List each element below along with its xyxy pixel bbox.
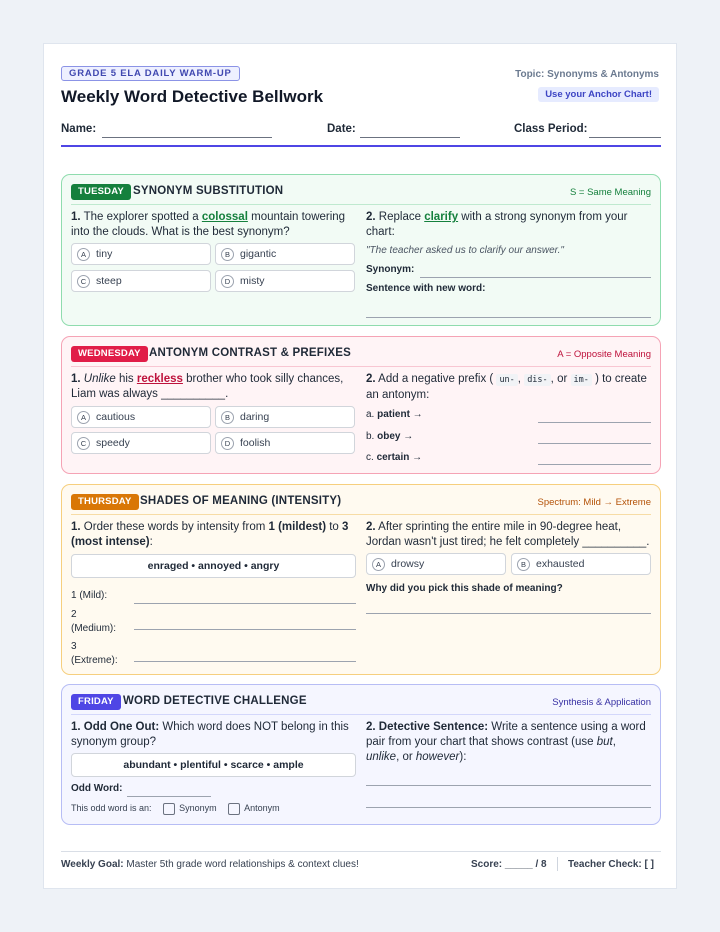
wednesday-section	[61, 336, 661, 474]
wednesday-option-a[interactable]: A cautious	[71, 406, 211, 428]
tuesday-badge: TUESDAY	[71, 184, 131, 200]
worksheet-page	[43, 43, 677, 889]
detective-sentence-line-2[interactable]	[366, 807, 651, 808]
tuesday-divider	[71, 204, 651, 205]
target-word-reckless: reckless	[136, 373, 183, 385]
friday-section	[61, 684, 661, 825]
header-divider	[61, 145, 661, 147]
thursday-option-b[interactable]: B exhausted	[511, 553, 651, 575]
thursday-option-a[interactable]: A drowsy	[366, 553, 506, 575]
synonym-label: Synonym:	[366, 264, 415, 275]
score-field[interactable]: Score: _____ / 8	[471, 859, 547, 870]
intensity-word-bank: enraged • annoyed • angry	[71, 554, 356, 578]
odd-one-out-word-bank: abundant • plentiful • scarce • ample	[71, 753, 356, 777]
wednesday-badge: WEDNESDAY	[71, 346, 148, 362]
tuesday-quote: "The teacher asked us to clarify our answer."	[366, 245, 564, 256]
prefix-answer-b[interactable]	[538, 443, 651, 444]
weekly-goal: Weekly Goal: Master 5th grade word relationships & context clues!	[61, 859, 359, 870]
date-label: Date:	[327, 123, 356, 135]
rank-2-field[interactable]	[134, 629, 356, 630]
rank-3-field[interactable]	[134, 661, 356, 662]
prefix-item-c: c. certain →	[366, 452, 423, 463]
rank-2-label: 2 (Medium):	[71, 609, 117, 634]
tuesday-question-1: 1. The explorer spotted a colossal mountain towering into the clouds. What is the best synonym?	[71, 211, 346, 238]
class-period-label: Class Period:	[514, 123, 588, 135]
tuesday-question-2: 2. Replace clarify with a strong synonym from your chart:	[366, 211, 628, 238]
footer-separator	[557, 857, 558, 871]
tuesday-option-a[interactable]: A tiny	[71, 243, 211, 265]
wednesday-option-d[interactable]: D foolish	[215, 432, 355, 454]
target-word-clarify: clarify	[424, 211, 459, 223]
thursday-divider	[71, 514, 651, 515]
friday-badge: FRIDAY	[71, 694, 121, 710]
tuesday-title: SYNONYM SUBSTITUTION	[133, 185, 284, 197]
wednesday-divider	[71, 366, 651, 367]
rank-3-label: 3 (Extreme):	[71, 641, 118, 666]
name-field[interactable]	[102, 137, 272, 138]
name-label: Name:	[61, 123, 97, 135]
friday-note: Synthesis & Application	[552, 697, 651, 708]
teacher-check[interactable]: Teacher Check: [ ]	[568, 859, 654, 870]
antonym-checkbox[interactable]: Antonym	[228, 803, 280, 813]
friday-divider	[71, 714, 651, 715]
wednesday-option-c[interactable]: C speedy	[71, 432, 211, 454]
thursday-note: Spectrum: Mild → Extreme	[537, 497, 651, 508]
odd-word-type-row: This odd word is an: Synonym Antonym	[71, 803, 280, 813]
thursday-badge: THURSDAY	[71, 494, 139, 510]
wednesday-title: ANTONYM CONTRAST & PREFIXES	[149, 347, 351, 359]
sentence-field[interactable]	[366, 317, 651, 318]
why-shade-field[interactable]	[366, 613, 651, 614]
rank-1-field[interactable]	[134, 603, 356, 604]
rank-1-label: 1 (Mild):	[71, 590, 108, 601]
friday-title: WORD DETECTIVE CHALLENGE	[123, 695, 307, 707]
tuesday-option-b[interactable]: B gigantic	[215, 243, 355, 265]
synonym-field[interactable]	[420, 277, 651, 278]
friday-question-2: 2. Detective Sentence: Write a sentence using a word pair from your chart that shows contrast (use but, unlike, or however):	[366, 721, 646, 763]
class-period-field[interactable]	[589, 137, 661, 138]
topic-label: Topic: Synonyms & Antonyms	[515, 69, 659, 80]
odd-word-label: Odd Word:	[71, 783, 123, 794]
wednesday-question-1: 1. Unlike his reckless brother who took silly chances, Liam was always __________.	[71, 373, 344, 400]
detective-sentence-line-1[interactable]	[366, 785, 651, 786]
prefix-item-a: a. patient →	[366, 409, 423, 420]
anchor-chart-hint: Use your Anchor Chart!	[538, 87, 659, 102]
date-field[interactable]	[360, 137, 460, 138]
footer-divider	[61, 851, 661, 852]
friday-question-1: 1. Odd One Out: Which word does NOT belong in this synonym group?	[71, 721, 349, 748]
prefix-answer-a[interactable]	[538, 422, 651, 423]
tuesday-option-d[interactable]: D misty	[215, 270, 355, 292]
prefix-answer-c[interactable]	[538, 464, 651, 465]
odd-word-field[interactable]	[127, 796, 211, 797]
sentence-label: Sentence with new word:	[366, 283, 486, 294]
grade-pill: GRADE 5 ELA DAILY WARM-UP	[61, 66, 240, 81]
wednesday-question-2: 2. Add a negative prefix ( un- , dis- , or im- ) to create an antonym:	[366, 373, 647, 401]
wednesday-note: A = Opposite Meaning	[557, 349, 651, 360]
thursday-title: SHADES OF MEANING (INTENSITY)	[140, 495, 342, 507]
thursday-question-1: 1. Order these words by intensity from 1 (mildest) to 3 (most intense):	[71, 521, 349, 548]
synonym-checkbox[interactable]: Synonym	[163, 803, 217, 813]
wednesday-option-b[interactable]: B daring	[215, 406, 355, 428]
worksheet-title: Weekly Word Detective Bellwork	[61, 87, 324, 106]
why-shade-label: Why did you pick this shade of meaning?	[366, 583, 563, 594]
tuesday-note: S = Same Meaning	[569, 187, 651, 198]
target-word-colossal: colossal	[201, 211, 248, 223]
thursday-question-2: 2. After sprinting the entire mile in 90-degree heat, Jordan wasn't just tired; he felt completely __________.	[366, 521, 650, 548]
thursday-section	[61, 484, 661, 675]
prefix-item-b: b. obey →	[366, 431, 414, 442]
tuesday-section	[61, 174, 661, 326]
tuesday-option-c[interactable]: C steep	[71, 270, 211, 292]
